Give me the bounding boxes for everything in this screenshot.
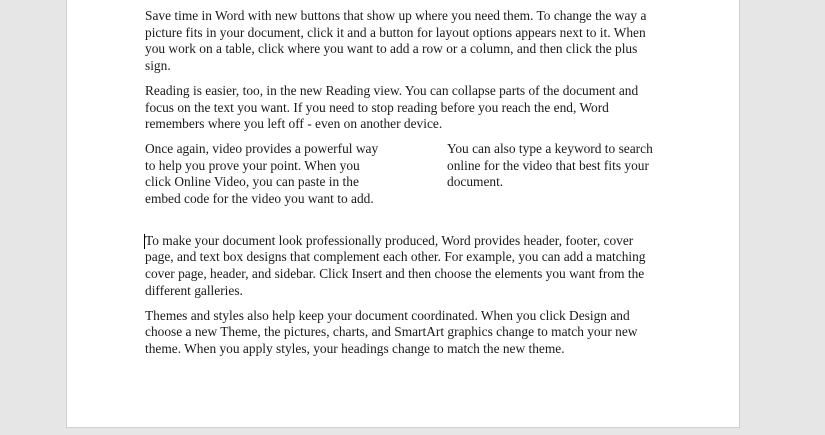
paragraph-4[interactable]: Themes and styles also help keep your document coordinated. When you click Design and choose a new Theme, the pictures, charts, and SmartArt graphics change to match your new theme. When you apply styles, your headings change to match the new theme. (145, 307, 638, 356)
document-page[interactable] (66, 0, 740, 428)
paragraph-1[interactable]: Save time in Word with new buttons that show up where you need them. To change the way a picture fits in your document, click it and a button for layout options appears next to it. When you work on a table, click where you want to add a row or a column, and then click the plus sign. (145, 8, 647, 74)
column-right[interactable] (447, 141, 665, 208)
text-cursor (144, 234, 145, 249)
column-left[interactable] (145, 141, 385, 208)
paragraph-3[interactable] (145, 233, 665, 300)
column-left-text[interactable]: Once again, video provides a powerful way to help you prove your point. When you click Online Video, you can paste in the embed code for the video you want to add. (145, 140, 379, 207)
paragraph-2[interactable]: Reading is easier, too, in the new Reading view. You can collapse parts of the document and focus on the text you want. If you need to stop reading before you reach the end, Word remembers where you left off - even on another device. (145, 82, 639, 132)
paragraph-3-text: To make your document look professionally produced, Word provides header, footer, cover page, and text box designs that complement each other. For example, you can add a matching cover page, header, and sidebar. Click Insert and then choose the elements you want from the different galleries. (145, 232, 646, 298)
document-body[interactable] (145, 8, 665, 358)
two-column-section (145, 141, 665, 208)
column-right-text[interactable]: You can also type a keyword to search online for the video that best fits your document. (447, 140, 653, 190)
